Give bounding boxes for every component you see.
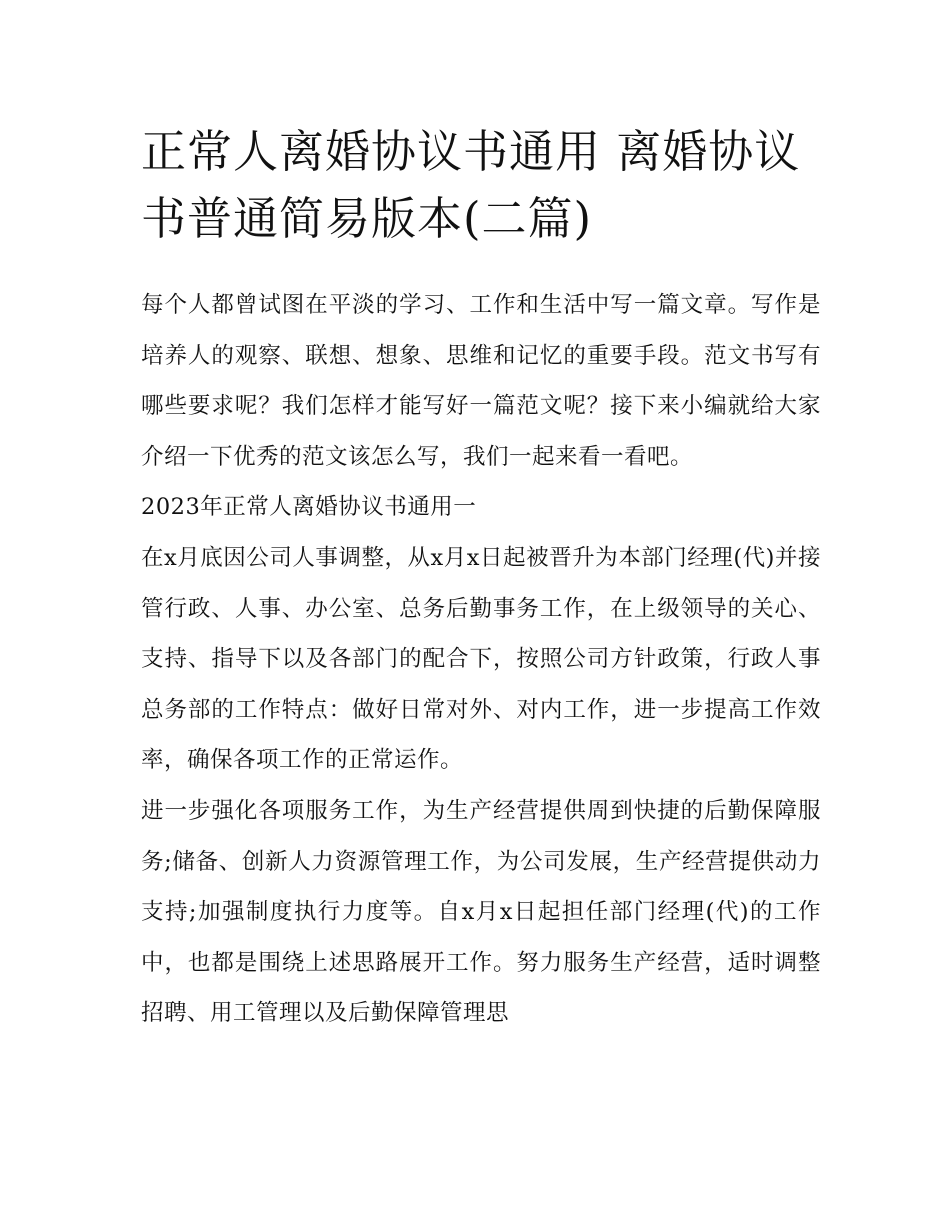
- section-heading: 2023年正常人离婚协议书通用一: [141, 494, 477, 521]
- document-title: 正常人离婚协议书通用 离婚协议书普通简易版本(二篇): [141, 125, 801, 245]
- document-body: [141, 280, 821, 1039]
- body-paragraph: 进一步强化各项服务工作，为生产经营提供周到快捷的后勤保障服务;储备、创新人力资源管理工作，为公司发展，生产经营提供动力支持;加强制度执行力度等。自x月x日起担任部门经理(代)的工作中，也都是围绕上述思路展开工作。努力服务生产经营，适时调整招聘、用工管理以及后勤保障管理思: [141, 797, 821, 1027]
- body-paragraph: 在x月底因公司人事调整，从x月x日起被晋升为本部门经理(代)并接管行政、人事、办公室、总务后勤事务工作，在上级领导的关心、支持、指导下以及各部门的配合下，按照公司方针政策，行政人事总务部的工作特点：做好日常对外、对内工作，进一步提高工作效率，确保各项工作的正常运作。: [141, 544, 821, 774]
- intro-paragraph: 每个人都曾试图在平淡的学习、工作和生活中写一篇文章。写作是培养人的观察、联想、想象、思维和记忆的重要手段。范文书写有哪些要求呢？我们怎样才能写好一篇范文呢？接下来小编就给大家介绍一下优秀的范文该怎么写，我们一起来看一看吧。: [141, 292, 821, 470]
